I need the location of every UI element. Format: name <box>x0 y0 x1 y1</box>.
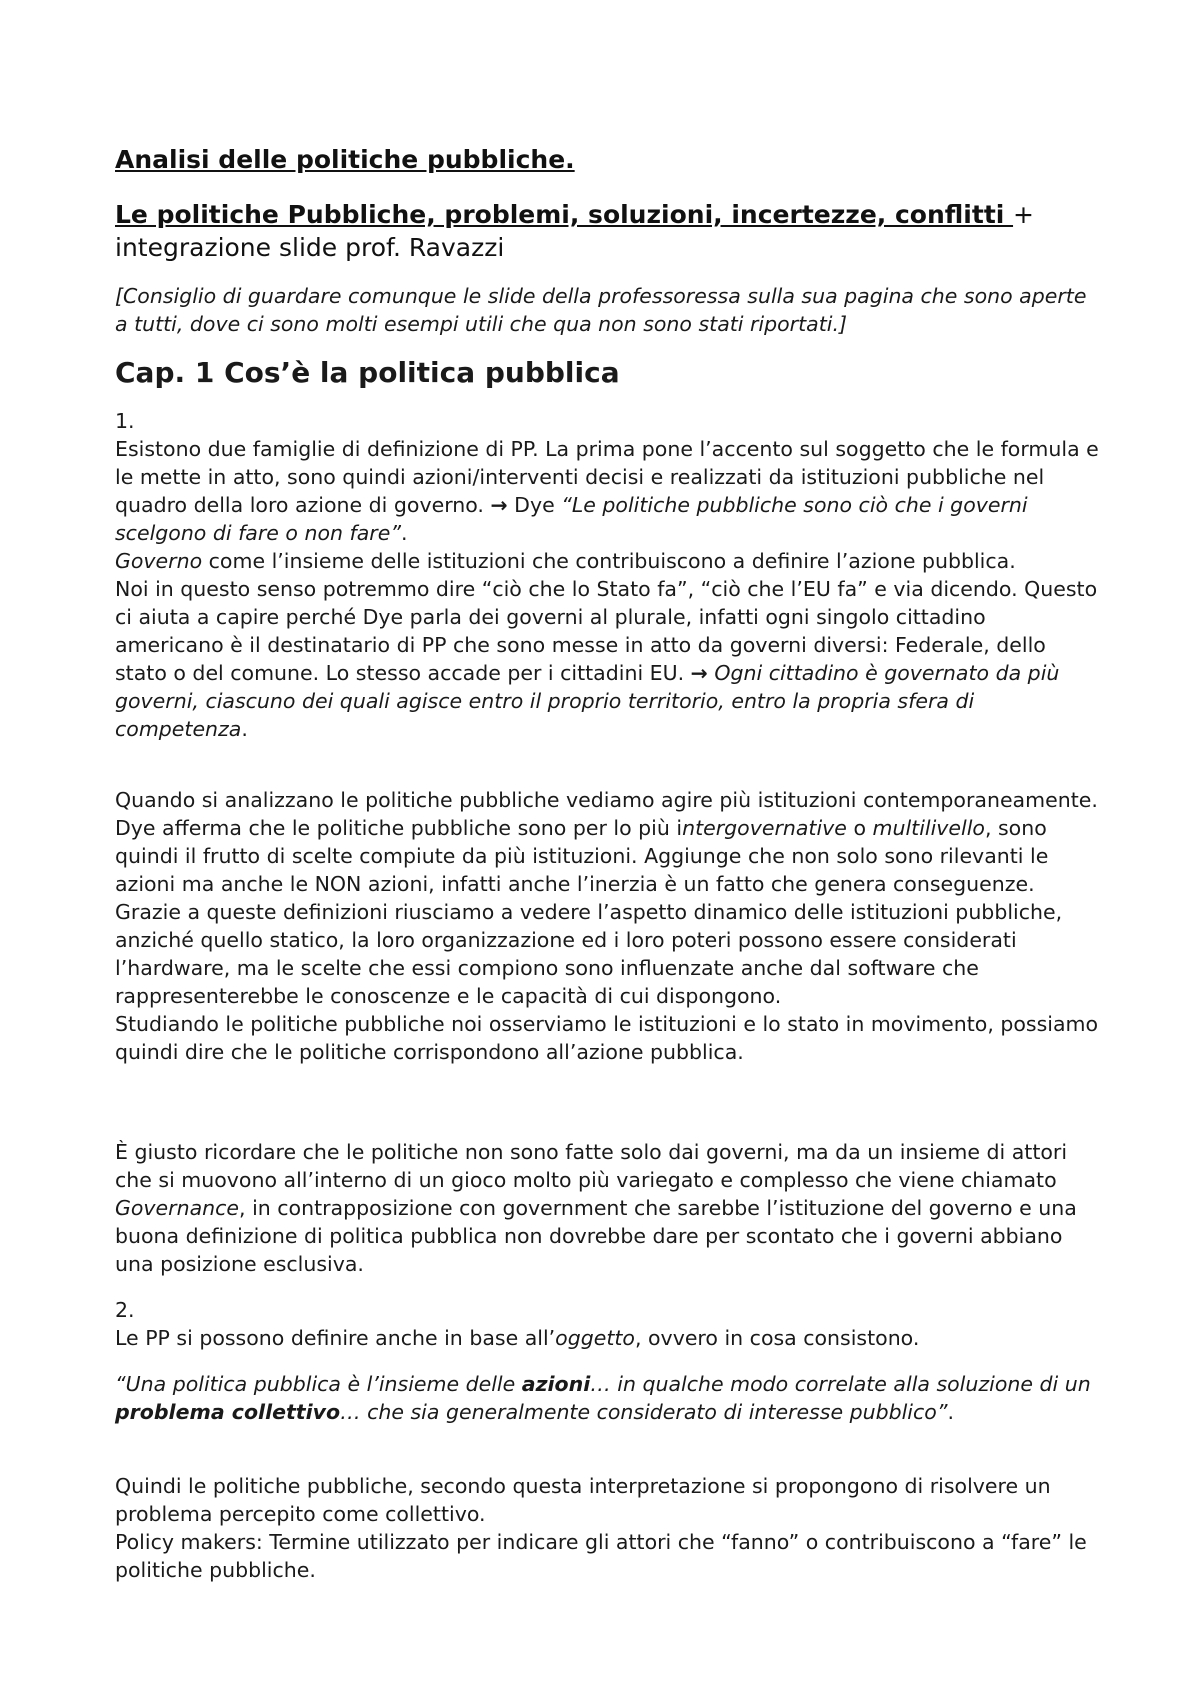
paragraph: Quando si analizzano le politiche pubbliche vediamo agire più istituzioni contemporaneamente. <box>115 788 1098 812</box>
section-2 <box>115 786 1100 1066</box>
section-1 <box>115 407 1100 743</box>
section-4 <box>115 1296 1100 1352</box>
paragraph: Dye afferma che le politiche pubbliche sono per lo più intergovernative o multilivello, sono quindi il frutto di scelte compiute da più istituzioni. Aggiunge che non solo sono rilevanti le azioni ma anche le NON azioni, infatti anche l’inerzia è un fatto che genera conseguenze. <box>115 816 1049 896</box>
subtitle-rest: + integrazione slide prof. Ravazzi <box>115 200 1034 262</box>
paragraph: Noi in questo senso potremmo dire “ciò che lo Stato fa”, “ciò che l’EU fa” e via dicendo. Questo ci aiuta a capire perché Dye parla dei governi al plurale, infatti ogni singolo cittadino americano è il destinatario di PP che sono messe in atto da governi diversi: Federale, dello stato o del comune. Lo stesso accade per i cittadini EU. → Ogni cittadino è governato da più governi, ciascuno dei quali agisce entro il proprio territorio, entro la propria sfera di competenza. <box>115 577 1098 741</box>
arrow-icon: → <box>690 661 708 685</box>
paragraph: Esistono due famiglie di definizione di PP. La prima pone l’accento sul soggetto che le formula e le mette in atto, sono quindi azioni/interventi decisi e realizzati da istituzioni pubbliche nel quadro della loro azione di governo. → Dye “Le politiche pubbliche sono ciò che i governi scelgono di fare o non fare”. <box>115 437 1099 545</box>
intro-note: [Consiglio di guardare comunque le slide della professoressa sulla sua pagina che sono aperte a tutti, dove ci sono molti esempi utili che qua non sono stati riportati.] <box>115 284 1087 336</box>
definition-quote <box>115 1370 1100 1426</box>
section-number: 2. <box>115 1298 135 1322</box>
document-subtitle <box>115 198 1095 264</box>
document-title: Analisi delle politiche pubbliche. <box>115 145 575 174</box>
paragraph: “Una politica pubblica è l’insieme delle azioni… in qualche modo correlate alla soluzione di un problema collettivo… che sia generalmente considerato di interesse pubblico”. <box>115 1372 1091 1424</box>
paragraph: Policy makers: Termine utilizzato per indicare gli attori che “fanno” o contribuiscono a “fare” le politiche pubbliche. <box>115 1530 1087 1582</box>
dye-quote: “Le politiche pubbliche sono ciò che i governi scelgono di fare o non fare” <box>115 493 1028 545</box>
section-5 <box>115 1472 1100 1584</box>
subtitle-underlined: Le politiche Pubbliche, problemi, soluzioni, incertezze, conflitti <box>115 200 1014 229</box>
section-number: 1. <box>115 409 135 433</box>
paragraph: Le PP si possono definire anche in base all’oggetto, ovvero in cosa consistono. <box>115 1326 920 1350</box>
paragraph: Studiando le politiche pubbliche noi osserviamo le istituzioni e lo stato in movimento, possiamo quindi dire che le politiche corrispondono all’azione pubblica. <box>115 1012 1099 1064</box>
paragraph: Grazie a queste definizioni riusciamo a vedere l’aspetto dinamico delle istituzioni pubbliche, anziché quello statico, la loro organizzazione ed i loro poteri possono essere considerati l’hardware, ma le scelte che essi compiono sono influenzate anche dal software che rappresenterebbe le conoscenze e le capacità di cui dispongono. <box>115 900 1063 1008</box>
paragraph: È giusto ricordare che le politiche non sono fatte solo dai governi, ma da un insieme di attori che si muovono all’interno di un gioco molto più variegato e complesso che viene chiamato Governance, in contrapposizione con government che sarebbe l’istituzione del governo e una buona definizione di politica pubblica non dovrebbe dare per scontato che i governi abbiano una posizione esclusiva. <box>115 1140 1077 1276</box>
paragraph: Governo come l’insieme delle istituzioni che contribuiscono a definire l’azione pubblica. <box>115 549 1016 573</box>
section-3 <box>115 1138 1100 1278</box>
chapter-heading: Cap. 1 Cos’è la politica pubblica <box>115 356 620 389</box>
paragraph: Quindi le politiche pubbliche, secondo questa interpretazione si propongono di risolvere un problema percepito come collettivo. <box>115 1474 1051 1526</box>
arrow-icon: → <box>490 493 508 517</box>
